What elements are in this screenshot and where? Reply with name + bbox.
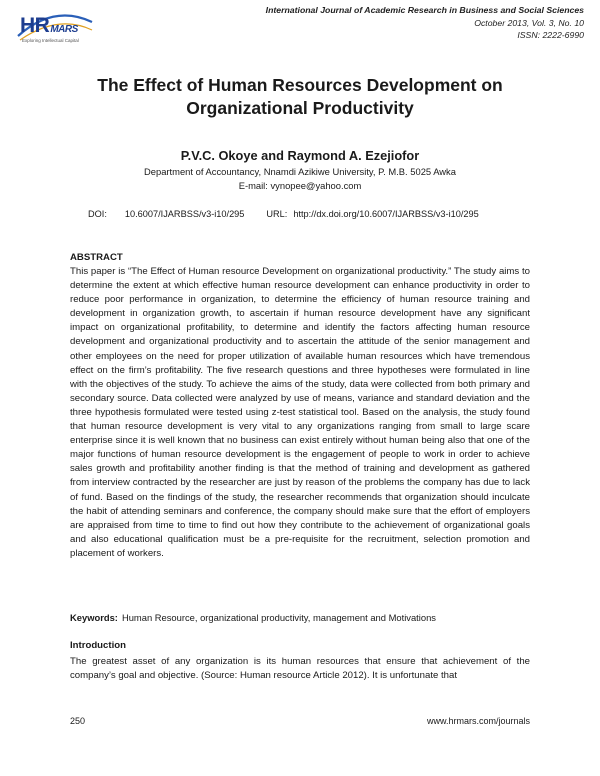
doi-url[interactable]: http://dx.doi.org/10.6007/IJARBSS/v3-i10/295: [293, 209, 479, 219]
journal-header: [266, 4, 584, 42]
logo-text: HR: [20, 14, 50, 37]
keywords-text: Human Resource, organizational productivity, management and Motivations: [121, 612, 436, 623]
paper-title-line2: Organizational Productivity: [186, 98, 414, 118]
doi-label: DOI:: [88, 209, 107, 219]
keywords-label: Keywords:: [70, 612, 118, 623]
journal-name: International Journal of Academic Research in Business and Social Sciences: [265, 5, 584, 15]
url-label: URL:: [266, 209, 288, 219]
paper-title: [0, 74, 600, 120]
journal-issue: October 2013, Vol. 3, No. 10: [474, 17, 584, 28]
journal-website[interactable]: www.hrmars.com/journals: [426, 716, 530, 726]
abstract-body: This paper is “The Effect of Human resource Development on organizational productivity.” The study aims to determine the extent at which effective human resource development can enhance productivity in order to reduce poor performance in organization, to determine the efficiency of human resource training and development in organization growth, to ascertain if human resource development have any significant impact on organizational profitability, to determine and identify the factors affecting human resource development and organizational productivity and to ascertain the attitude of the senior management and other employees on the need for proper utilization of available human resources which have tremendous effect on the firm’s profitability. The five research questions and three hypotheses were formulated in line with the objectives of the study. To achieve the aims of the study, data were collected from both primary and secondary source. Data collected were analyzed by use of means, variance and standard deviation and the three hypothesis formulated were tested using z-test statistical tool. Based on the analysis, the study found that human resource development is very vital to any organizations ranging from small to large scare enterprise since it is well known that no business can exist entirely without human being also that one of the major functions of human resource development is the engagement of people to work in order to achieve sales growth and profitability another finding is that the method of training and development as gathered from interview contracted by the researcher are just by reason of the problems the company has due to lack of fund. Based on the findings of the study, the researcher recommends that organization should inculcate the habit of attending seminars and conference, the company should make sure that the effort of employers are appraised from time to time to find out how they contribute to the achievement of organizational goals and also educational qualification must be a pre-requisite for the recruitment, selection promotion and placement of workers.: [70, 266, 530, 559]
logo-suffix: MARS: [50, 24, 78, 35]
paper-authors: P.V.C. Okoye and Raymond A. Ezejiofor: [180, 148, 420, 163]
hrmars-logo: [12, 8, 102, 48]
author-email: E-mail: vynopee@yahoo.com: [238, 180, 362, 191]
introduction-body: The greatest asset of any organization is its human resources that ensure that achievement of the company’s goal and objective. (Source: Human resource Article 2012). It is unfortunate that: [70, 656, 530, 682]
journal-issn: ISSN: 2222-6990: [517, 30, 584, 41]
introduction-heading: Introduction: [70, 640, 126, 651]
logo-wordmark: [20, 14, 78, 38]
author-affiliation: Department of Accountancy, Nnamdi Azikiwe University, P. M.B. 5025 Awka: [144, 166, 456, 177]
paper-title-line1: The Effect of Human Resources Development on: [97, 75, 503, 95]
abstract-heading: ABSTRACT: [70, 252, 123, 263]
keywords-line: [70, 612, 436, 623]
doi-value: 10.6007/IJARBSS/v3-i10/295: [124, 209, 245, 219]
page-number: 250: [70, 716, 86, 726]
logo-tagline: Exploring Intellectual Capital: [22, 38, 79, 43]
doi-line: [88, 209, 479, 219]
